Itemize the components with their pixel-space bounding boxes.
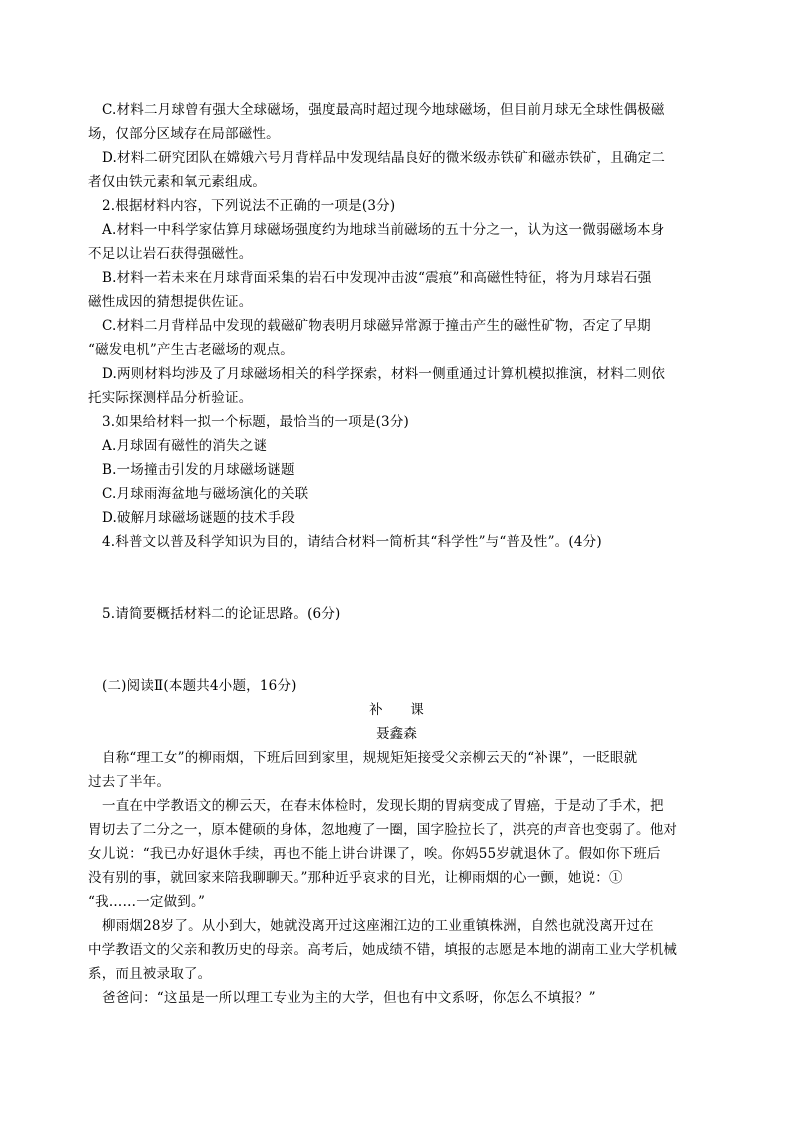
q3-option-b: B.一场撞击引发的月球磁场谜题	[102, 462, 295, 478]
q2-option-b: B.材料一若未来在月球背面采集的岩石中发现冲击波“震痕”和高磁性特征，将为月球岩石强	[102, 270, 652, 286]
paragraph-2-line-2: 胃切去了二分之一，原本健硕的身体，忽地瘦了一圈，国字脸拉长了，洪亮的声音也变弱了。他对	[88, 822, 678, 838]
q2-option-c: C.材料二月背样品中发现的载磁矿物表明月球磁异常源于撞击产生的磁性矿物，否定了早期	[102, 318, 651, 334]
story-author: 聂鑫森	[375, 726, 418, 742]
section-heading: (二)阅读Ⅱ(本题共4小题，16分)	[102, 678, 297, 694]
paragraph-2-line-5: “我……一定做到。”	[88, 894, 206, 910]
option-c-text-cont: 场，仅部分区域存在局部磁性。	[88, 126, 280, 142]
q2-option-b-cont: 磁性成因的猜想提供佐证。	[88, 294, 253, 310]
option-c-text: C.材料二月球曾有强大全球磁场，强度最高时超过现今地球磁场，但目前月球无全球性偶极磁	[102, 102, 665, 118]
paragraph-4: 爸爸问：“这虽是一所以理工专业为主的大学，但也有中文系呀，你怎么不填报？”	[102, 990, 596, 1006]
q3-option-a: A.月球固有磁性的消失之谜	[102, 438, 268, 454]
paragraph-1: 自称“理工女”的柳雨烟，下班后回到家里，规规矩矩接受父亲柳云天的“补课”，一眨眼就	[102, 750, 638, 766]
paragraph-3: 柳雨烟28岁了。从小到大，她就没离开过这座湘江边的工业重镇株洲，自然也就没离开过在	[102, 918, 654, 934]
paragraph-2-line-3: 女儿说：“我已办好退休手续，再也不能上讲台讲课了，唉。你妈55岁就退休了。假如你下班后	[88, 846, 661, 862]
paragraph-3-line-3: 系，而且被录取了。	[88, 966, 212, 982]
paragraph-1-cont: 过去了半年。	[88, 774, 171, 790]
question-5: 5.请简要概括材料二的论证思路。(6分)	[102, 606, 341, 622]
q2-option-a-cont: 不足以让岩石获得强磁性。	[88, 246, 253, 262]
question-3: 3.如果给材料一拟一个标题，最恰当的一项是(3分)	[102, 414, 410, 430]
paragraph-3-line-2: 中学教语文的父亲和教历史的母亲。高考后，她成绩不错，填报的志愿是本地的湖南工业大学机械	[88, 942, 678, 958]
q2-option-d-cont: 托实际探测样品分析验证。	[88, 390, 253, 406]
option-d-text-cont: 者仅由铁元素和氧元素组成。	[88, 174, 267, 190]
q3-option-d: D.破解月球磁场谜题的技术手段	[102, 510, 296, 526]
q2-option-a: A.材料一中科学家估算月球磁场强度约为地球当前磁场的五十分之一，认为这一微弱磁场本身	[102, 222, 665, 238]
question-4: 4.科普文以普及科学知识为目的，请结合材料一简析其“科学性”与“普及性”。(4分)	[102, 534, 602, 550]
option-d-text: D.材料二研究团队在嫦娥六号月背样品中发现结晶良好的微米级赤铁矿和磁赤铁矿，且确定二	[102, 150, 666, 166]
paragraph-2: 一直在中学教语文的柳云天，在春末体检时，发现长期的胃病变成了胃癌，于是动了手术，把	[102, 798, 664, 814]
paragraph-2-line-4: 没有别的事，就回家来陪我聊聊天。”那种近乎哀求的目光，让柳雨烟的心一颤，她说：①	[88, 870, 623, 886]
question-2: 2.根据材料内容，下列说法不正确的一项是(3分)	[102, 198, 396, 214]
q2-option-c-cont: “磁发电机”产生古老磁场的观点。	[88, 342, 295, 358]
q2-option-d: D.两则材料均涉及了月球磁场相关的科学探索，材料一侧重通过计算机模拟推演，材料二则依	[102, 366, 666, 382]
q3-option-c: C.月球雨海盆地与磁场演化的关联	[102, 486, 309, 502]
story-title: 补 课	[369, 702, 424, 718]
